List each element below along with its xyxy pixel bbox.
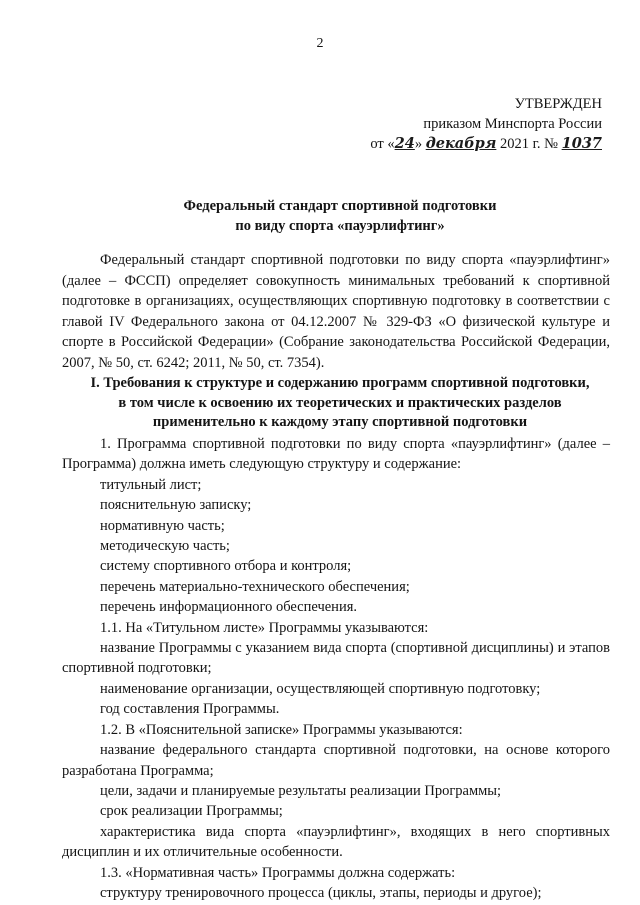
normative-item: структуру тренировочного процесса (циклы, этапы, периоды и другое); bbox=[100, 884, 542, 901]
date-mid: » bbox=[414, 136, 426, 152]
title-page-item: наименование организации, осуществляющей спортивную подготовку; bbox=[100, 680, 541, 697]
approval-date-line bbox=[370, 134, 602, 154]
clause-1-3: 1.3. «Нормативная часть» Программы должна содержать: bbox=[100, 864, 456, 881]
explanatory-item: срок реализации Программы; bbox=[100, 803, 283, 820]
handwritten-month: декабря bbox=[425, 135, 497, 152]
handwritten-number: 1037 bbox=[561, 135, 602, 152]
section-heading bbox=[60, 374, 620, 433]
title-page-item: название Программы с указанием вида спорта (спортивной дисциплины) и этапов спортивной подготовки; bbox=[62, 640, 610, 677]
page-number: 2 bbox=[316, 36, 324, 51]
approval-order-line: приказом Минспорта России bbox=[423, 116, 602, 132]
intro-paragraph: Федеральный стандарт спортивной подготовки по виду спорта «пауэрлифтинг» (далее – ФССП) определяет совокупность минимальных требований к спортивной подготовке в организациях, осуществляющих спортивную подготовку в соответствии с главой IV Федерального закона от 04.12.2007 № 329-ФЗ «О физической культуре и спорте в Российской Федерации» (Собрание законодательства Российской Федерации, 2007, № 50, ст. 6242; 2011, № 50, ст. 7354). bbox=[62, 252, 610, 371]
structure-item: титульный лист; bbox=[100, 476, 202, 493]
structure-item: перечень материально-технического обеспечения; bbox=[100, 578, 410, 595]
approval-stamp bbox=[370, 94, 602, 154]
date-prefix: от « bbox=[370, 136, 395, 152]
section-heading-line-2: в том числе к освоению их теоретических и практических разделов bbox=[118, 394, 562, 411]
explanatory-item: характеристика вида спорта «пауэрлифтинг», входящих в него спортивных дисциплин и их отличительные особенности. bbox=[62, 823, 610, 861]
section-heading-line-1: I. Требования к структуре и содержанию программ спортивной подготовки, bbox=[90, 375, 590, 391]
date-year: 2021 г. № bbox=[496, 136, 562, 152]
structure-item: перечень информационного обеспечения. bbox=[100, 599, 357, 616]
structure-item: нормативную часть; bbox=[100, 517, 225, 534]
approval-title: УТВЕРЖДЕН bbox=[514, 96, 602, 112]
structure-item: пояснительную записку; bbox=[100, 497, 252, 514]
structure-item: методическую часть; bbox=[100, 538, 230, 555]
explanatory-item: название федерального стандарта спортивной подготовки, на основе которого разработана Программа; bbox=[62, 742, 610, 779]
document-body bbox=[62, 434, 610, 903]
title-line-1: Федеральный стандарт спортивной подготовки bbox=[183, 198, 497, 214]
document-title bbox=[60, 196, 620, 236]
clause-1: 1. Программа спортивной подготовки по виду спорта «пауэрлифтинг» (далее – Программа) должна иметь следующую структуру и содержание: bbox=[62, 436, 610, 473]
explanatory-item: цели, задачи и планируемые результаты реализации Программы; bbox=[100, 782, 502, 799]
clause-1-1: 1.1. На «Титульном листе» Программы указываются: bbox=[100, 619, 429, 636]
title-line-2: по виду спорта «пауэрлифтинг» bbox=[235, 218, 445, 234]
structure-item: систему спортивного отбора и контроля; bbox=[100, 558, 352, 575]
title-page-item: год составления Программы. bbox=[100, 701, 280, 718]
clause-1-2: 1.2. В «Пояснительной записке» Программы указываются: bbox=[100, 721, 463, 738]
handwritten-day: 24 bbox=[394, 135, 415, 152]
section-heading-line-3: применительно к каждому этапу спортивной подготовки bbox=[152, 414, 528, 430]
